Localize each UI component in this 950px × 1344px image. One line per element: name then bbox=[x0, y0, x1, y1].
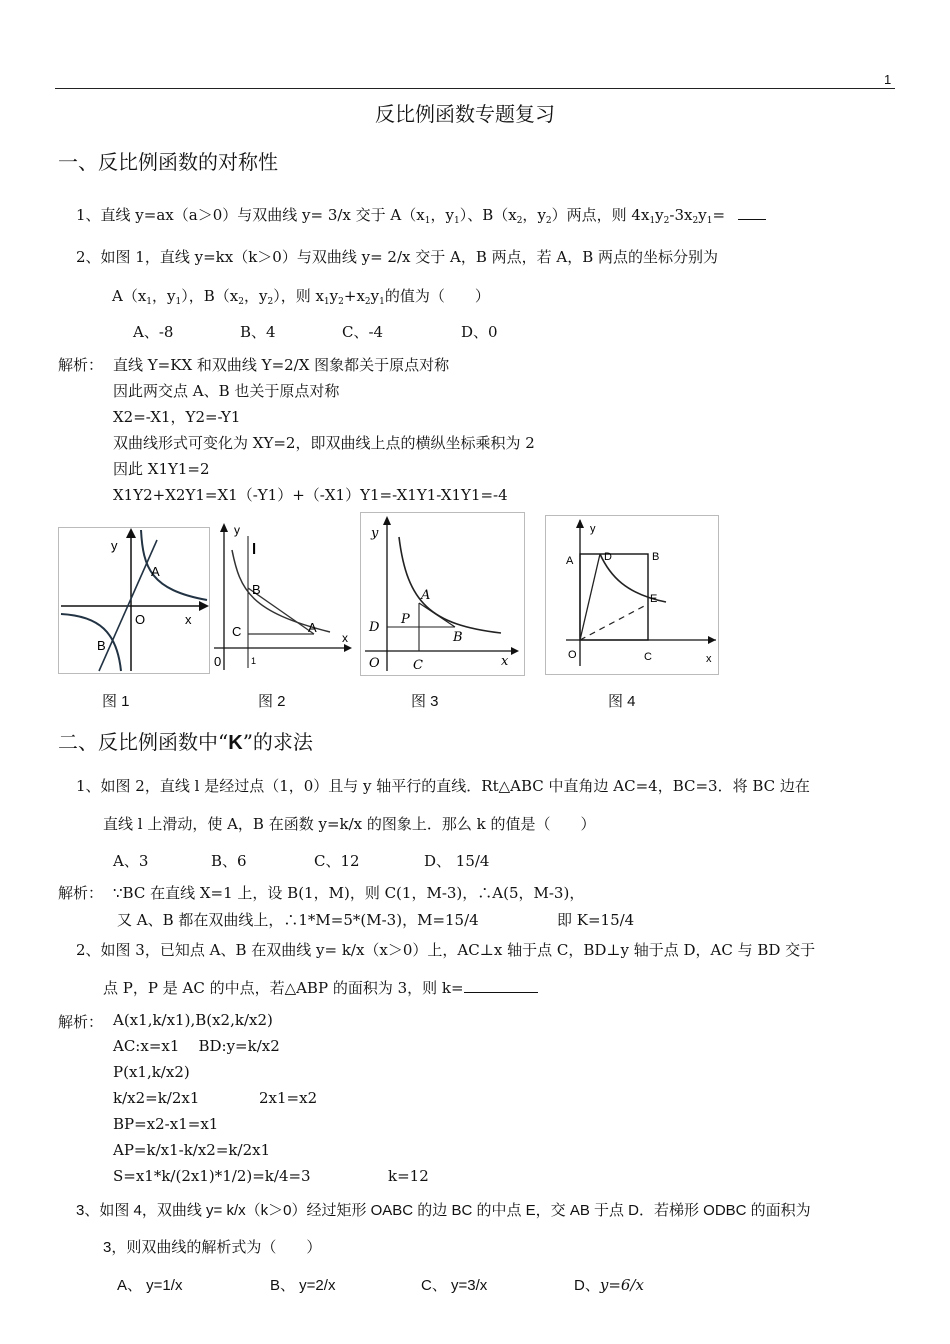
fig4-label-b: B bbox=[652, 551, 660, 563]
s2-q3-option-d: D、y=6/x bbox=[574, 1276, 644, 1294]
answer-blank bbox=[464, 992, 538, 993]
fig1-label-o: O bbox=[135, 612, 146, 627]
s1-q2-option-b: B、4 bbox=[240, 323, 276, 341]
fig3-label-b: B bbox=[453, 630, 463, 645]
s2-analysis2-label: 解析： bbox=[58, 1013, 104, 1031]
page-title: 反比例函数专题复习 bbox=[375, 102, 555, 126]
s2-q1-option-c: C、12 bbox=[314, 852, 360, 870]
figure-1-caption: 图 1 bbox=[102, 693, 130, 710]
s1-question-2-line2: $A(x_1$，$y_1$），$B(x_2$，$y_2$），则 $x_1y_2+x_2y_1$的值为（ ） bbox=[112, 287, 490, 307]
fig4-label-a: A bbox=[566, 555, 574, 567]
fig3-label-x: x bbox=[501, 654, 509, 669]
s1-analysis-line: 因此 X1Y1=2 bbox=[113, 460, 210, 478]
fig1-label-b: B bbox=[97, 638, 106, 653]
fig2-label-b: B bbox=[252, 582, 261, 597]
fig3-label-a: A bbox=[421, 588, 431, 603]
s1-analysis-line: 直线 Y=KX 和双曲线 Y=2/X 图象都关于原点对称 bbox=[113, 356, 450, 374]
s2-q3-option-b: B、 y=2/x bbox=[270, 1277, 336, 1294]
s2-analysis1-line: 又 A、B 都在双曲线上，∴1*M=5*(M-3)，M=15/4 bbox=[117, 911, 479, 929]
s2-question-2: 2、如图 3，已知点 A、B 在双曲线 y= k/x（x＞0）上，AC⊥x 轴于点 C，BD⊥y 轴于点 D，AC 与 BD 交于 bbox=[76, 941, 816, 959]
s2-analysis1-label: 解析： bbox=[58, 884, 104, 902]
s1-analysis-label: 解析： bbox=[58, 356, 104, 374]
fig4-label-c: C bbox=[644, 651, 652, 663]
s2-question-3: 3、如图 4，双曲线 y= k/x（k＞0）经过矩形 OABC 的边 BC 的中点 E，交 AB 于点 D．若梯形 ODBC 的面积为 bbox=[76, 1202, 811, 1219]
s2-analysis2-side: 2x1=x2 bbox=[259, 1089, 318, 1107]
fig4-label-x: x bbox=[706, 653, 712, 665]
s2-analysis2-line: A(x1,k/x1),B(x2,k/x2) bbox=[113, 1011, 273, 1029]
s1-analysis-line: 双曲线形式可变化为 XY=2，即双曲线上点的横纵坐标乘积为 2 bbox=[113, 434, 535, 452]
s2-analysis2-line: AP=k/x1-k/x2=k/2x1 bbox=[113, 1141, 271, 1159]
figure-4 bbox=[545, 515, 719, 675]
section2-heading: 二、反比例函数中“K”的求法 bbox=[58, 730, 313, 754]
s2-question-2-line2: 点 P，P 是 AC 的中点，若△ABP 的面积为 3，则 k= bbox=[103, 977, 538, 998]
figure-4-caption: 图 4 bbox=[608, 693, 636, 710]
fig2-label-l: l bbox=[252, 541, 257, 558]
s2-analysis1-line: ∵BC 在直线 X=1 上，设 B(1，M)，则 C(1，M-3)，∴A(5，M-3)， bbox=[113, 884, 585, 902]
fig3-label-c: C bbox=[413, 658, 423, 673]
figure-3-caption: 图 3 bbox=[411, 693, 439, 710]
figure-2-caption: 图 2 bbox=[258, 693, 286, 710]
figure-1 bbox=[58, 527, 210, 674]
page-number: 1 bbox=[884, 72, 892, 87]
s2-analysis2-line: AC:x=x1 BD:y=k/x2 bbox=[113, 1037, 280, 1055]
s1-q2-option-a: A、-8 bbox=[133, 323, 174, 341]
fig2-label-a: A bbox=[308, 620, 317, 635]
fig3-label-d: D bbox=[369, 620, 380, 635]
s2-question-3-line2: 3，则双曲线的解析式为（ ） bbox=[103, 1239, 322, 1256]
s1-analysis-line: X1Y2+X2Y1=X1（-Y1）+（-X1）Y1=-X1Y1-X1Y1=-4 bbox=[113, 486, 508, 504]
s2-q1-option-b: B、6 bbox=[211, 852, 247, 870]
s2-question-1-line2: 直线 l 上滑动，使 A，B 在函数 y=k/x 的图象上．那么 k 的值是（ ） bbox=[103, 815, 596, 833]
s2-analysis2-line: k/x2=k/2x1 bbox=[113, 1089, 200, 1107]
fig1-label-a: A bbox=[151, 564, 160, 579]
s1-question-2: 2、如图 1，直线 y=kx（k＞0）与双曲线 y= 2/x 交于 A，B 两点，若 A，B 两点的坐标分别为 bbox=[76, 248, 719, 266]
fig4-label-o: O bbox=[568, 649, 577, 661]
s1-analysis-line: X2=-X1，Y2=-Y1 bbox=[113, 408, 241, 426]
s1-q2-option-d: D、0 bbox=[461, 323, 498, 341]
fig4-label-e: E bbox=[650, 593, 658, 605]
fig3-label-p: P bbox=[401, 612, 410, 627]
header-rule bbox=[55, 88, 895, 89]
s2-q3-option-c: C、 y=3/x bbox=[421, 1277, 488, 1294]
fig1-label-y: y bbox=[111, 538, 118, 553]
section1-heading: 一、反比例函数的对称性 bbox=[58, 150, 278, 174]
s2-q3-option-a: A、 y=1/x bbox=[117, 1277, 183, 1294]
fig4-label-d: D bbox=[604, 551, 612, 563]
fig3-label-y: y bbox=[371, 526, 379, 541]
fig3-label-o: O bbox=[369, 656, 380, 671]
s2-analysis2-result: k=12 bbox=[388, 1167, 429, 1185]
s1-analysis-line: 因此两交点 A、B 也关于原点对称 bbox=[113, 382, 340, 400]
s2-analysis2-line: BP=x2-x1=x1 bbox=[113, 1115, 219, 1133]
s2-analysis1-result: 即 K=15/4 bbox=[557, 911, 635, 929]
fig1-label-x: x bbox=[185, 612, 192, 627]
fig2-label-x: x bbox=[342, 631, 348, 645]
answer-blank bbox=[738, 219, 766, 220]
fig2-label-y: y bbox=[234, 523, 240, 537]
figure-3 bbox=[360, 512, 525, 676]
fig2-label-origin: 0 bbox=[214, 654, 222, 669]
fig4-label-y: y bbox=[590, 523, 596, 535]
fig2-label-one: 1 bbox=[251, 656, 257, 666]
figure-2 bbox=[210, 520, 358, 672]
s2-q1-option-a: A、3 bbox=[113, 852, 149, 870]
s2-question-1: 1、如图 2，直线 l 是经过点（1，0）且与 y 轴平行的直线．Rt△ABC 中直角边 AC=4，BC=3．将 BC 边在 bbox=[76, 777, 810, 795]
s2-analysis2-line: S=x1*k/(2x1)*1/2)=k/4=3 bbox=[113, 1167, 311, 1185]
s2-analysis2-line: P(x1,k/x2) bbox=[113, 1063, 190, 1081]
s1-q2-option-c: C、-4 bbox=[342, 323, 384, 341]
s2-q1-option-d: D、 15/4 bbox=[424, 852, 490, 870]
fig2-label-c: C bbox=[232, 624, 242, 639]
s1-question-1: 1、直线 y=ax（a＞0）与双曲线 y= 3/x 交于 $A(x_1$，$y_1$）、$B(x_2$，$y_2$）两点，则 $4x_1y_2-3x_2y_1=$ bbox=[76, 204, 766, 226]
